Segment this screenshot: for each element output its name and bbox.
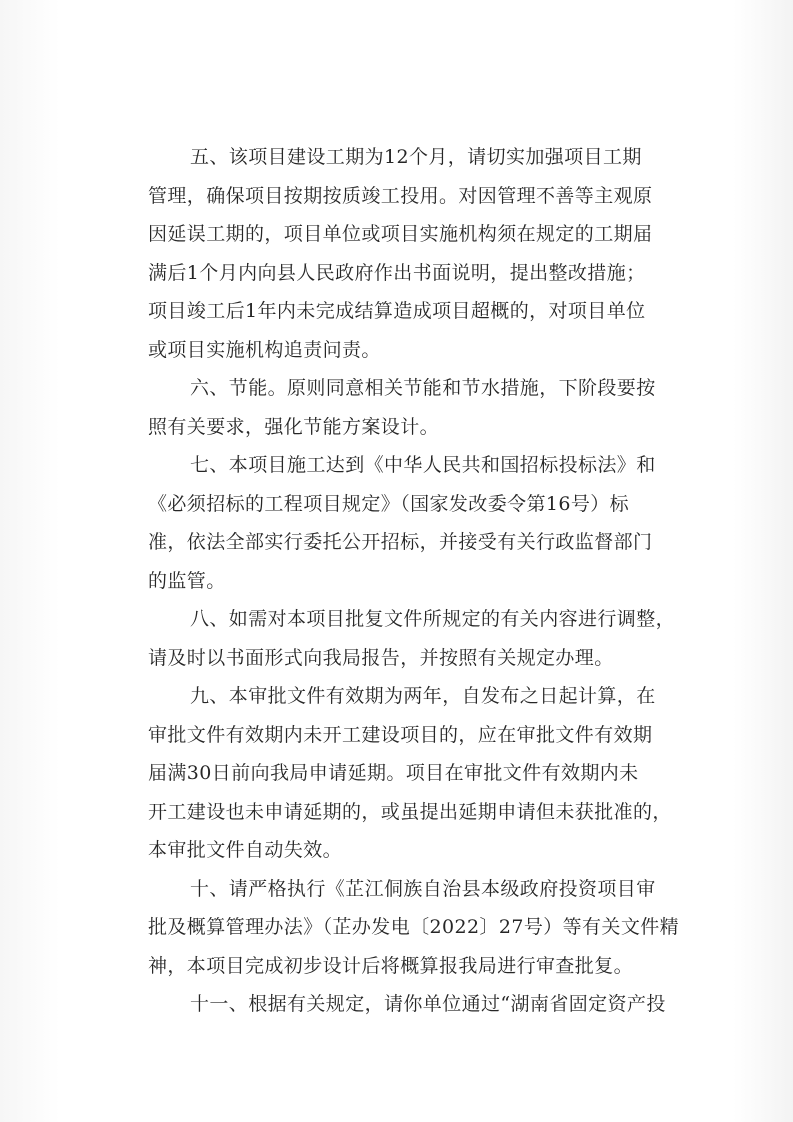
text-line: 照有关要求，强化节能方案设计。 — [148, 415, 440, 438]
text-line: 七、本项目施工达到《中华人民共和国招标投标法》和 — [190, 454, 656, 476]
text-line: 五、该项目建设工期为12个月，请切实加强项目工期 — [190, 146, 642, 168]
paragraph-item-5 — [148, 138, 653, 369]
text-line: 本审批文件自动失效。 — [148, 839, 343, 861]
text-line: 审批文件有效期内未开工建设项目的，应在审批文件有效期 — [148, 723, 653, 746]
document-body — [148, 138, 680, 1024]
paragraph-item-11 — [148, 985, 666, 1024]
text-line: 满后1个月内向县人民政府作出书面说明，提出整改措施； — [148, 261, 646, 284]
text-line: 九、本审批文件有效期为两年，自发布之日起计算，在 — [190, 685, 656, 707]
text-line: 十、请严格执行《芷江侗族自治县本级政府投资项目审 — [190, 877, 656, 900]
text-line: 因延误工期的，项目单位或项目实施机构须在规定的工期届 — [148, 223, 653, 245]
text-line: 批及概算管理办法》（芷办发电〔2022〕27号）等有关文件精 — [148, 916, 680, 938]
text-line: 准，依法全部实行委托公开招标，并接受有关行政监督部门 — [148, 531, 653, 553]
text-line: 六、节能。原则同意相关节能和节水措施，下阶段要按 — [190, 377, 656, 399]
paragraph-item-10 — [148, 870, 680, 986]
paragraph-item-8 — [148, 600, 676, 677]
text-line: 八、如需对本项目批复文件所规定的有关内容进行调整， — [190, 608, 676, 630]
text-line: 或项目实施机构追责问责。 — [148, 338, 381, 361]
text-line: 《必须招标的工程项目规定》（国家发改委令第16号）标 — [148, 492, 630, 515]
paragraph-item-7 — [148, 446, 656, 600]
text-line: 神，本项目完成初步设计后将概算报我局进行审查批复。 — [148, 954, 634, 977]
paragraph-item-9 — [148, 677, 672, 870]
text-line: 请及时以书面形式向我局报告，并按照有关规定办理。 — [148, 646, 614, 669]
paragraph-item-6 — [148, 369, 656, 446]
text-line: 管理，确保项目按期按质竣工投用。对因管理不善等主观原 — [148, 184, 653, 207]
text-line: 项目竣工后1年内未完成结算造成项目超概的，对项目单位 — [148, 300, 646, 322]
text-line: 开工建设也未申请延期的，或虽提出延期申请但未获批准的， — [148, 800, 672, 823]
text-line: 十一、根据有关规定，请你单位通过“湖南省固定资产投 — [190, 993, 666, 1015]
text-line: 的监管。 — [148, 569, 226, 592]
text-line: 届满30日前向我局申请延期。项目在审批文件有效期内未 — [148, 762, 639, 784]
